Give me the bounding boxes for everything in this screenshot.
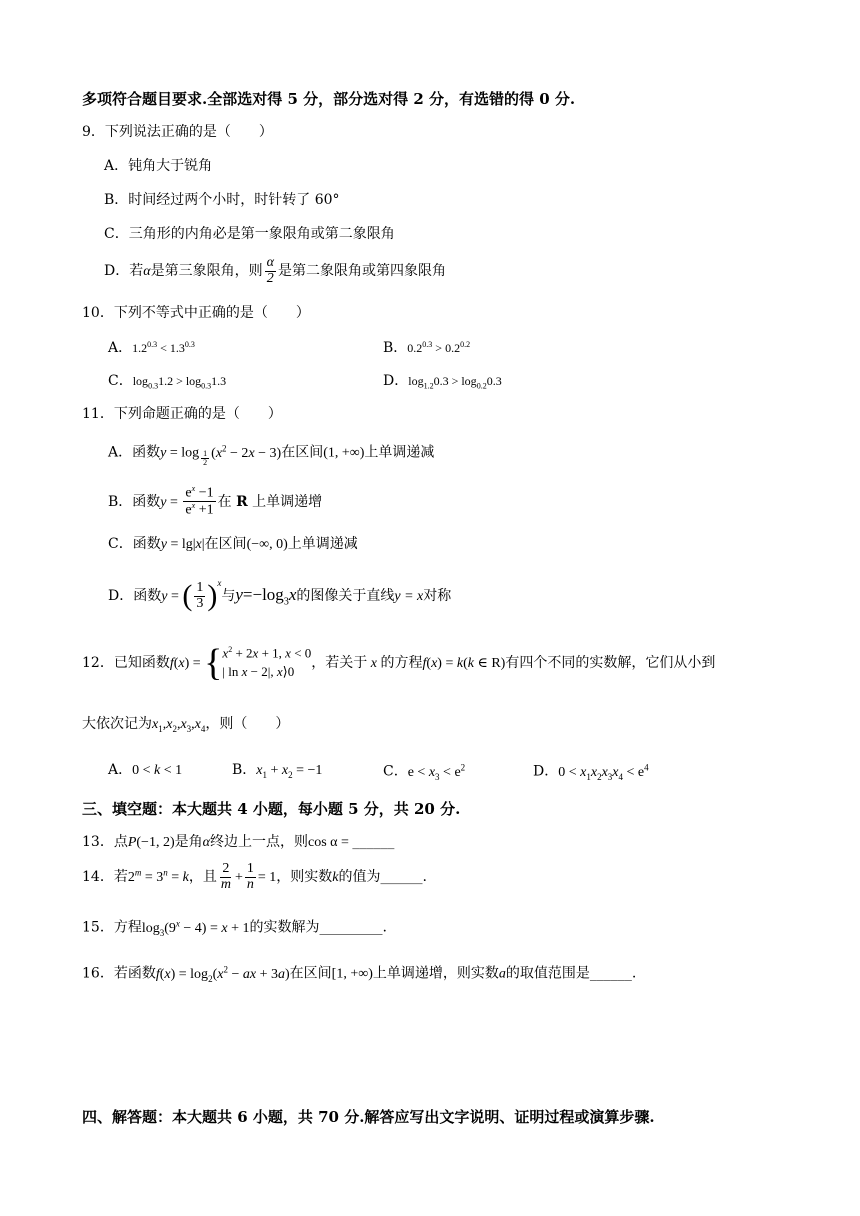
question-15: 15．方程$\log_3(9^x - 4) = x + 1$的实数解为_________. bbox=[82, 918, 387, 938]
question-12-stem-line2: 大依次记为$x_1,x_2,x_3,x_4$，则（ ） bbox=[82, 716, 290, 734]
question-11-option-a: A．函数y = log $_{\frac{1}{2}}$ $(x^2 - 2x - 3)$在区间(1, +∞)上单调递减 bbox=[108, 443, 435, 467]
question-10-option-c: C．$\log_{0.3}1.2 > \log_{0.3}1.3$ bbox=[108, 373, 227, 391]
option-d-middle: 是第三象限角，则 bbox=[150, 263, 263, 280]
question-16: 16．若函数$f(x) = \log_2(x^2$ − ax + 3a)在区间[1, +∞)上单调递增，则实数a的取值范围是______. bbox=[82, 964, 637, 984]
question-13: 13．点P(−1, 2)是角α终边上一点，则cos α = ______ bbox=[82, 834, 395, 850]
question-12-option-d: D．$0 < x_1x_2x_3x_4 < e^4$ bbox=[533, 762, 649, 782]
section-instruction: 多项符合题目要求.全部选对得 5 分，部分选对得 2 分，有选错的得 0 分. bbox=[82, 90, 576, 108]
question-12-option-c: C．$e < x_3 < e^2$ bbox=[383, 762, 466, 782]
question-12-stem: 12．已知函数f(x) = { $x^2 + 2x + 1$, x < 0 | ln x − 2|, x⟩0 ，若关于 x 的方程f(x) = k(k ∈ R)有四个不同的实数解，它们从小到 bbox=[82, 642, 716, 684]
question-12-option-b: B．$x_1 + x_2 = -1$ bbox=[232, 762, 323, 780]
question-9-option-b: B．时间经过两个小时，时针转了 60° bbox=[104, 192, 340, 208]
option-d-prefix: D．若 bbox=[104, 263, 144, 280]
question-11-stem: 11．下列命题正确的是（ ） bbox=[82, 406, 282, 422]
question-11-option-c: C．函数y = lg|x|在区间(−∞, 0)上单调递减 bbox=[108, 536, 358, 552]
option-d-suffix: 是第二象限角或第四象限角 bbox=[277, 263, 446, 280]
question-11-option-b: B．函数y = $\frac{e^x -1}{e^x +1}$ 在 R 上单调递增 bbox=[108, 484, 323, 518]
question-10-option-b: B．$0.2^{0.3} > 0.2^{0.2}$ bbox=[383, 340, 471, 356]
question-14: 14．若$2^m = 3^n = k$，且 $\frac{2}{m}$ + $\frac{1}{n}$ = 1，则实数k的值为______. bbox=[82, 861, 427, 892]
question-9-stem: 9．下列说法正确的是（ ） bbox=[82, 124, 273, 140]
question-11-option-d: D．函数y = ( $\frac{1}{3}$ )$^x$与$y=-\log_3x$的图像关于直线y = x对称 bbox=[108, 578, 452, 612]
question-10-option-a: A．$1.2^{0.3} < 1.3^{0.3}$ bbox=[108, 340, 195, 356]
question-12-option-a: A．0 < k < 1 bbox=[108, 762, 183, 778]
question-9-option-a: A．钝角大于锐角 bbox=[104, 158, 213, 174]
question-9-option-d: D．若α是第三象限角，则 $\frac{\alpha}{2}$ 是第二象限角或第四象限角 bbox=[104, 255, 446, 286]
question-9-option-c: C．三角形的内角必是第一象限角或第二象限角 bbox=[104, 226, 395, 242]
section-4-heading: 四、解答题：本大题共 6 小题，共 70 分.解答应写出文字说明、证明过程或演算步骤. bbox=[82, 1108, 655, 1126]
question-10-stem: 10．下列不等式中正确的是（ ） bbox=[82, 305, 310, 321]
question-10-option-d: D．$\log_{1.2}0.3 > \log_{0.2}0.3$ bbox=[383, 373, 502, 391]
section-3-heading: 三、填空题：本大题共 4 小题，每小题 5 分，共 20 分. bbox=[82, 800, 461, 818]
